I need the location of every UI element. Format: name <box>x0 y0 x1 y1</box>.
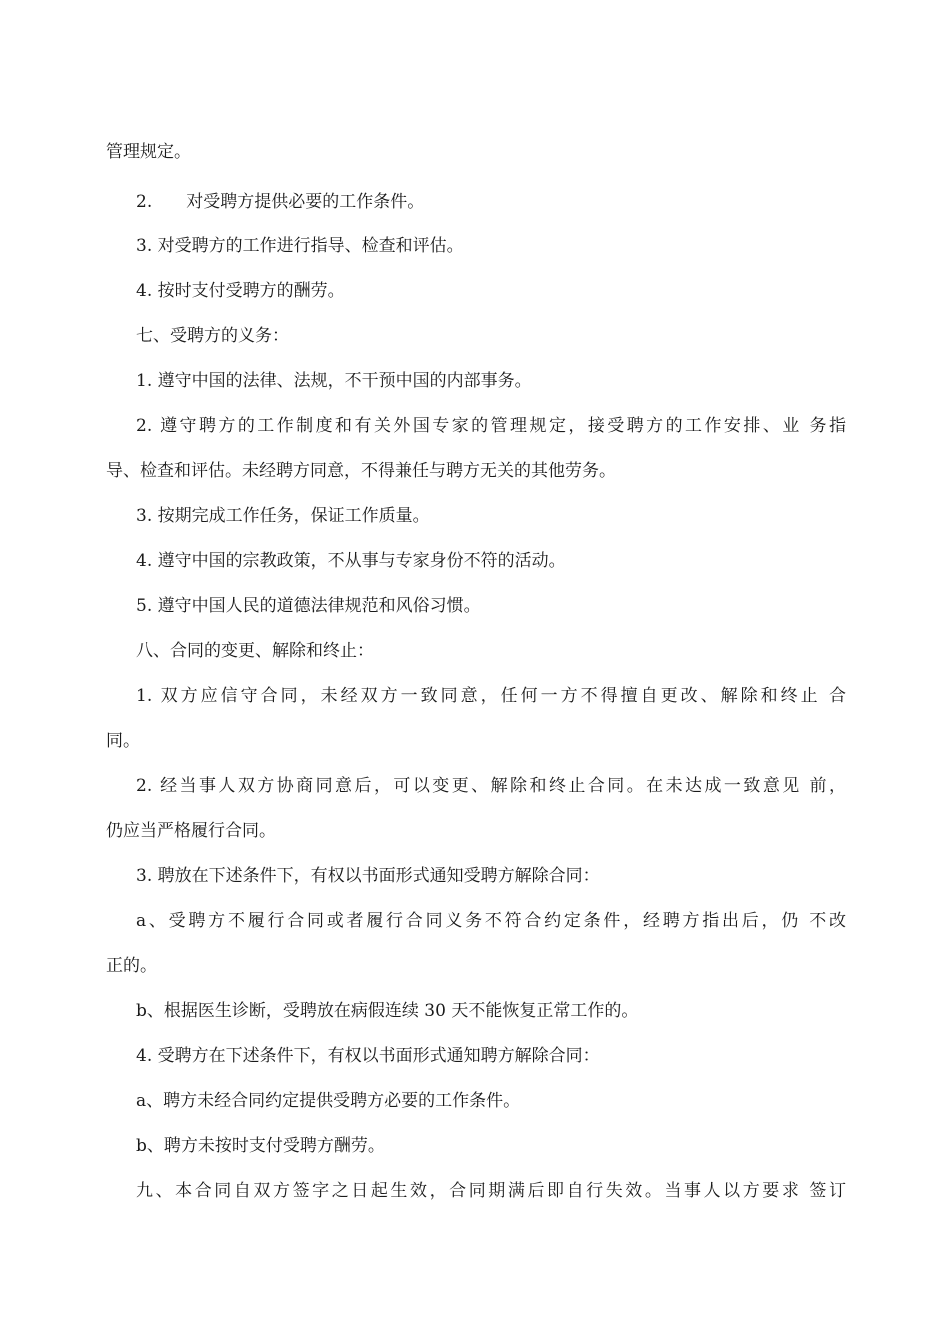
text-line: 正的。 <box>106 956 157 976</box>
section-heading: 八、合同的变更、解除和终止： <box>136 641 374 661</box>
text-line: 同。 <box>106 731 140 751</box>
text-line: 2. 经当事人双方协商同意后，可以变更、解除和终止合同。在未达成一致意见 前， <box>136 776 846 796</box>
text-line: 3. 对受聘方的工作进行指导、检查和评估。 <box>136 236 464 256</box>
text-line: 4. 遵守中国的宗教政策，不从事与专家身份不符的活动。 <box>136 551 566 571</box>
text-line: 5. 遵守中国人民的道德法律规范和风俗习惯。 <box>136 596 481 616</box>
text-line: 仍应当严格履行合同。 <box>106 821 276 841</box>
text-line: 1. 双方应信守合同，未经双方一致同意，任何一方不得擅自更改、解除和终止 合 <box>136 686 846 706</box>
text-line: 管理规定。 <box>106 142 191 162</box>
text-line: 导、检查和评估。未经聘方同意，不得兼任与聘方无关的其他劳务。 <box>106 461 616 481</box>
text-line: 3. 按期完成工作任务，保证工作质量。 <box>136 506 430 526</box>
text-line: 4. 按时支付受聘方的酬劳。 <box>136 281 345 301</box>
text-line: a、聘方未经合同约定提供受聘方必要的工作条件。 <box>136 1091 521 1111</box>
text-line: 4. 受聘方在下述条件下，有权以书面形式通知聘方解除合同： <box>136 1046 600 1066</box>
text-line: 1. 遵守中国的法律、法规，不干预中国的内部事务。 <box>136 371 532 391</box>
text-line: a、受聘方不履行合同或者履行合同义务不符合约定条件，经聘方指出后，仍 不改 <box>136 911 846 931</box>
text-line: 3. 聘放在下述条件下，有权以书面形式通知受聘方解除合同： <box>136 866 600 886</box>
section-heading: 九、本合同自双方签字之日起生效，合同期满后即自行失效。当事人以方要求 签订 <box>136 1181 846 1201</box>
text-line: b、聘方未按时支付受聘方酬劳。 <box>136 1136 385 1156</box>
text-line: 2. 遵守聘方的工作制度和有关外国专家的管理规定，接受聘方的工作安排、业 务指 <box>136 416 846 436</box>
section-heading: 七、受聘方的义务： <box>136 326 289 346</box>
text-line: 2. 对受聘方提供必要的工作条件。 <box>136 192 425 212</box>
text-line: b、根据医生诊断，受聘放在病假连续 30 天不能恢复正常工作的。 <box>136 1001 639 1021</box>
